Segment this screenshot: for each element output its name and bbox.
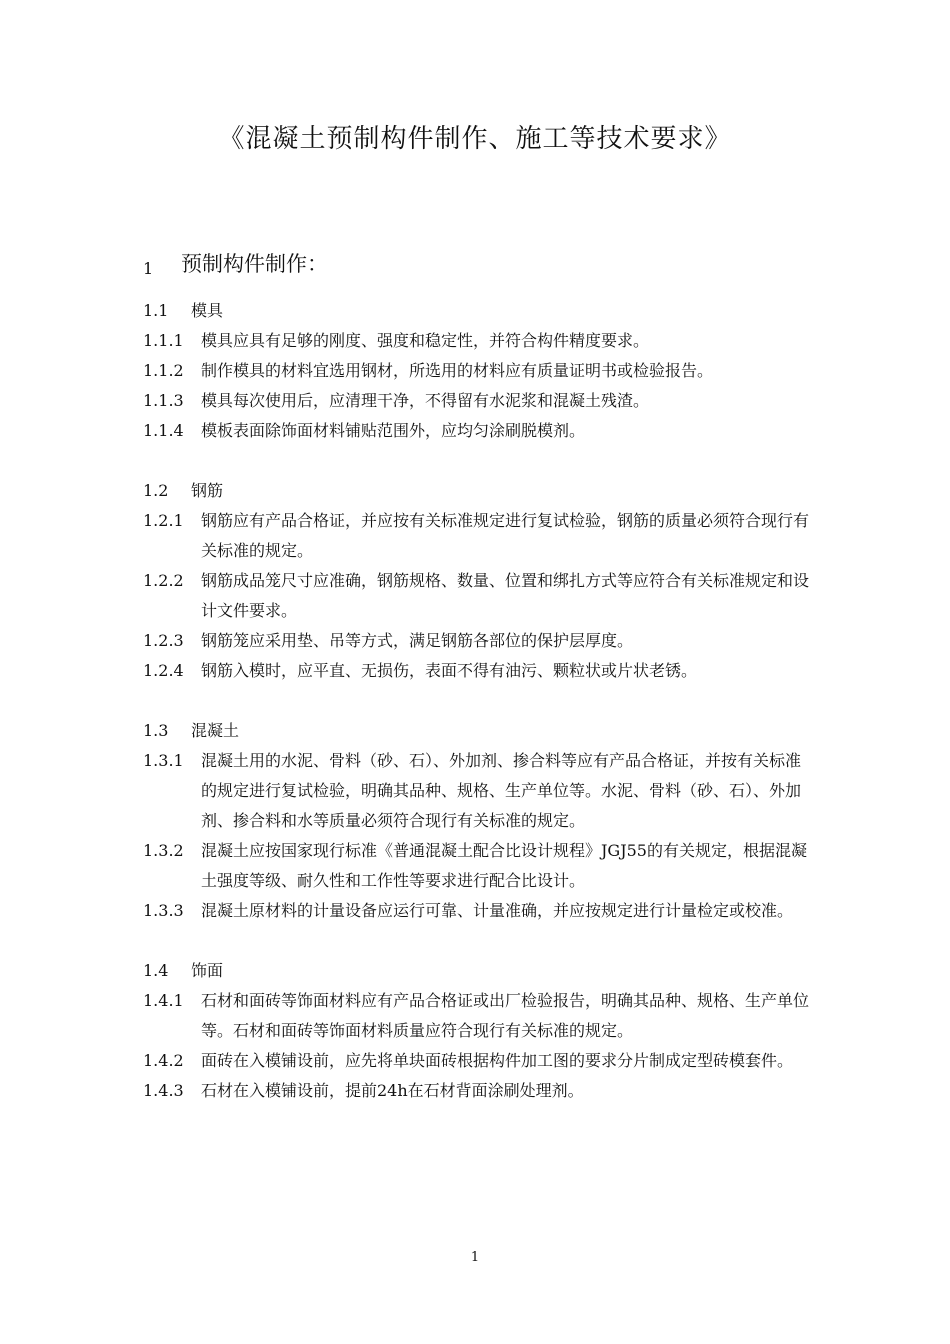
clause bbox=[143, 416, 815, 446]
clause-text: 模具每次使用后，应清理干净，不得留有水泥浆和混凝土残渣。 bbox=[201, 391, 650, 410]
clause-text: 混凝土原材料的计量设备应运行可靠、计量准确，并应按规定进行计量检定或校准。 bbox=[201, 901, 794, 920]
section-title: 模具 bbox=[191, 301, 224, 320]
section-number: 1.1 bbox=[143, 301, 169, 320]
clause bbox=[143, 626, 815, 656]
page-number: 1 bbox=[470, 1250, 480, 1265]
clause-number: 1.1.3 bbox=[143, 391, 184, 410]
section-title: 混凝土 bbox=[191, 721, 240, 740]
clause-number: 1.3.3 bbox=[143, 901, 184, 920]
clause-text: 制作模具的材料宜选用钢材，所选用的材料应有质量证明书或检验报告。 bbox=[201, 361, 714, 380]
clause bbox=[143, 326, 815, 356]
clause bbox=[143, 356, 815, 386]
document-body bbox=[143, 296, 815, 1106]
section-heading bbox=[143, 956, 815, 986]
section-title: 钢筋 bbox=[191, 481, 224, 500]
clause bbox=[143, 1046, 815, 1076]
clause-number: 1.3.2 bbox=[143, 841, 184, 860]
clause-number: 1.1.2 bbox=[143, 361, 184, 380]
clause-number: 1.1.4 bbox=[143, 421, 184, 440]
clause-text: 钢筋入模时，应平直、无损伤，表面不得有油污、颗粒状或片状老锈。 bbox=[201, 661, 698, 680]
section-heading bbox=[143, 296, 815, 326]
clause-number: 1.2.4 bbox=[143, 661, 184, 680]
clause bbox=[143, 986, 815, 1046]
clause-text: 面砖在入模铺设前，应先将单块面砖根据构件加工图的要求分片制成定型砖模套件。 bbox=[201, 1051, 794, 1070]
chapter-title: 预制构件制作： bbox=[181, 252, 328, 276]
clause-number: 1.3.1 bbox=[143, 751, 184, 770]
clause-text: 模具应具有足够的刚度、强度和稳定性，并符合构件精度要求。 bbox=[201, 331, 650, 350]
clause-text: 混凝土用的水泥、骨料（砂、石）、外加剂、掺合料等应有产品合格证，并按有关标准的规定进行复试检验，明确其品种、规格、生产单位等。水泥、骨料（砂、石）、外加剂、掺合料和水等质量必须符合现行有关标准的规定。 bbox=[201, 751, 802, 830]
clause bbox=[143, 1076, 815, 1106]
clause bbox=[143, 506, 815, 566]
section-title: 饰面 bbox=[191, 961, 224, 980]
clause-text: 混凝土应按国家现行标准《普通混凝土配合比设计规程》JGJ55的有关规定，根据混凝土强度等级、耐久性和工作性等要求进行配合比设计。 bbox=[201, 841, 807, 890]
clause-number: 1.4.1 bbox=[143, 991, 184, 1010]
clause bbox=[143, 896, 815, 926]
document-title: 《混凝土预制构件制作、施工等技术要求》 bbox=[218, 124, 732, 154]
clause bbox=[143, 386, 815, 416]
clause-number: 1.4.3 bbox=[143, 1081, 184, 1100]
chapter-heading bbox=[143, 248, 328, 278]
section-heading bbox=[143, 716, 815, 746]
clause-text: 模板表面除饰面材料铺贴范围外，应均匀涂刷脱模剂。 bbox=[201, 421, 586, 440]
section-number: 1.2 bbox=[143, 481, 169, 500]
clause-text: 钢筋笼应采用垫、吊等方式，满足钢筋各部位的保护层厚度。 bbox=[201, 631, 634, 650]
clause bbox=[143, 746, 815, 836]
clause bbox=[143, 836, 815, 896]
clause-text: 钢筋应有产品合格证，并应按有关标准规定进行复试检验，钢筋的质量必须符合现行有关标准的规定。 bbox=[201, 511, 810, 560]
clause-text: 钢筋成品笼尺寸应准确，钢筋规格、数量、位置和绑扎方式等应符合有关标准规定和设计文件要求。 bbox=[201, 571, 810, 620]
section-number: 1.3 bbox=[143, 721, 169, 740]
section-heading bbox=[143, 476, 815, 506]
clause-number: 1.1.1 bbox=[143, 331, 184, 350]
clause-number: 1.2.1 bbox=[143, 511, 184, 530]
clause-number: 1.2.3 bbox=[143, 631, 184, 650]
clause bbox=[143, 566, 815, 626]
clause-number: 1.4.2 bbox=[143, 1051, 184, 1070]
chapter-number: 1 bbox=[143, 259, 154, 278]
section-number: 1.4 bbox=[143, 961, 169, 980]
clause-number: 1.2.2 bbox=[143, 571, 184, 590]
clause bbox=[143, 656, 815, 686]
clause-text: 石材在入模铺设前，提前24h在石材背面涂刷处理剂。 bbox=[201, 1081, 584, 1100]
clause-text: 石材和面砖等饰面材料应有产品合格证或出厂检验报告，明确其品种、规格、生产单位等。石材和面砖等饰面材料质量应符合现行有关标准的规定。 bbox=[201, 991, 810, 1040]
